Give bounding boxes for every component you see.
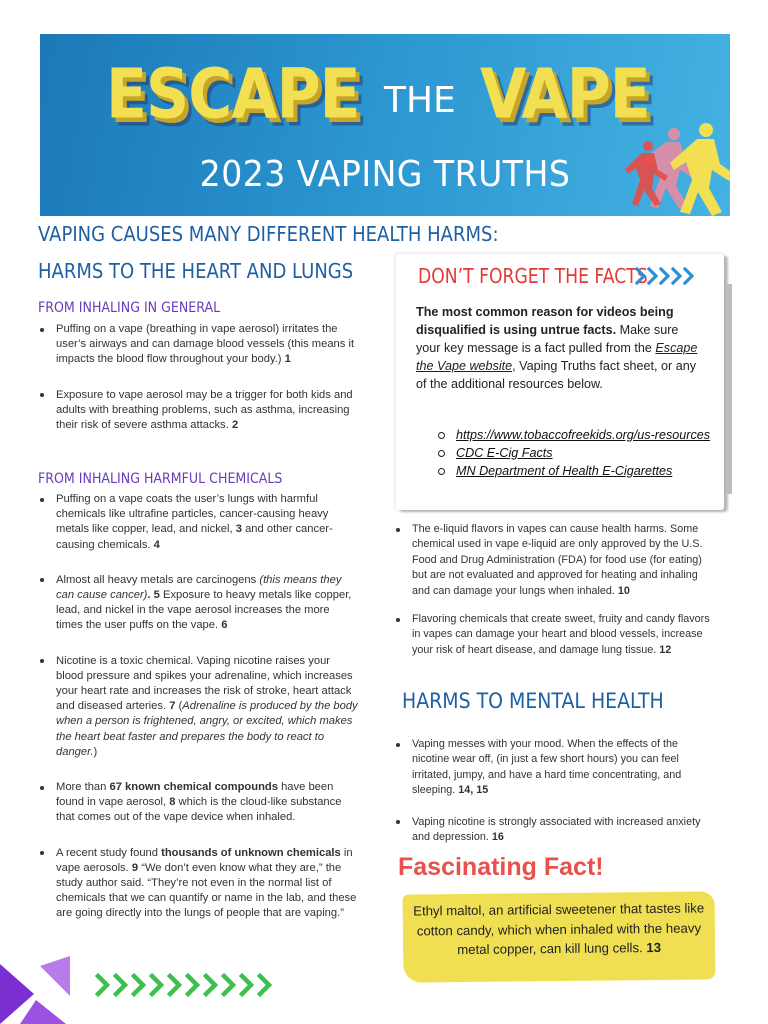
triangle-shape-icon — [0, 956, 70, 1024]
tobaccofreekids-link[interactable]: https://www.tobaccofreekids.org/us-resources — [456, 428, 711, 442]
subhead-harmful-chemicals: FROM INHALING HARMFUL CHEMICALS — [38, 471, 283, 487]
chevron-right-icon — [94, 972, 284, 998]
title-word-escape: ESCAPE — [106, 54, 360, 135]
fascinating-fact-text: Ethyl maltol, an artificial sweetener that tastes like cotton candy, which when inhaled with the heavy metal copper, can kill lung cells. 13 — [413, 900, 705, 958]
facts-title: DON’T FORGET THE FACTS — [418, 264, 648, 288]
list-item: More than 67 known chemical compounds have been found in vape aerosol, 8 which is the cloud-like substance that comes out of the vape device when inhaled. — [38, 780, 358, 826]
heart-lungs-heading: HARMS TO THE HEART AND LUNGS — [38, 259, 354, 283]
title-word-vape: VAPE — [480, 54, 650, 135]
list-item: Vaping messes with your mood. When the effects of the nicotine wear off, (in just a few short hours) you can feel irritated, jumpy, and have a hard time concentrating, and sleeping. 14, 15 — [394, 737, 718, 799]
escape-the-vape-link[interactable]: Escape the Vape website — [416, 341, 698, 373]
list-item — [438, 426, 710, 444]
header-banner — [40, 34, 730, 216]
list-item: Almost all heavy metals are carcinogens (this means they can cause cancer). 5 Exposure to heavy metals like copper, lead, and nickel in the vape aerosol increases the more times the user puffs on the vape. 6 — [38, 573, 358, 634]
subhead-inhaling-general: FROM INHALING IN GENERAL — [38, 300, 221, 316]
chemical-harms-list — [38, 492, 358, 922]
banner-subtitle: 2023 VAPING TRUTHS — [199, 154, 571, 195]
resource-links — [438, 426, 710, 480]
general-harms-list — [38, 322, 358, 433]
section-title: VAPING CAUSES MANY DIFFERENT HEALTH HARMS: — [38, 222, 499, 246]
facts-body: The most common reason for videos being disqualified is using untrue facts. Make sure your key message is a fact pulled from the Escape the Vape website, Vaping Truths fact sheet, or any of the additional resources below. — [416, 305, 698, 391]
fascinating-fact-title: Fascinating Fact! — [398, 853, 604, 881]
list-item: A recent study found thousands of unknown chemicals in vape aerosols. 9 “We don’t even know what they are,” the study author said. “They’re not even in the normal list of chemicals that we can quantify or name in the lab, and these are going directly into the lungs of people that are vaping.” — [38, 846, 358, 922]
chevron-right-icon — [634, 266, 704, 286]
title-word-the: THE — [384, 80, 456, 121]
list-item: Puffing on a vape (breathing in vape aerosol) irritates the user’s airways and can damage blood vessels (this means it impacts the blood flow throughout your body.) 1 — [38, 322, 358, 368]
cdc-ecig-link[interactable]: CDC E-Cig Facts — [456, 446, 553, 460]
list-item: Puffing on a vape coats the user’s lungs with harmful chemicals like ultrafine particles, cancer-causing heavy metals like copper, lead, and nickel, 3 and other cancer-causing chemicals. 4 — [38, 492, 358, 553]
list-item: Flavoring chemicals that create sweet, fruity and candy flavors in vapes can damage your heart and blood vessels, increase your risk of heart disease, and damage lung tissue. 12 — [394, 612, 718, 658]
fascinating-fact-box — [403, 891, 716, 982]
mn-health-link[interactable]: MN Department of Health E-Cigarettes — [456, 464, 673, 478]
list-item: Nicotine is a toxic chemical. Vaping nicotine raises your blood pressure and spikes your adrenaline, which increases your heart rate and increases the risk of stroke, heart attack and diseased arteries. 7 (Adrenaline is produced by the body when a person is frightened, angry, or excited, which makes the heart beat faster and prepares the body to react to danger.) — [38, 654, 358, 760]
mental-health-heading: HARMS TO MENTAL HEALTH — [402, 689, 664, 713]
list-item — [438, 444, 710, 462]
list-item: The e-liquid flavors in vapes can cause health harms. Some chemical used in vape e-liquid are only approved by the U.S. Food and Drug Administration (FDA) for food use (for eating) but are not evaluated and approved for heating and inhaling and can damage your lungs when inhaled. 10 — [394, 522, 718, 599]
list-item: Exposure to vape aerosol may be a trigger for both kids and adults with breathing problems, such as asthma, increasing their risk of severe asthma attacks. 2 — [38, 388, 358, 434]
flavor-harms-list — [394, 522, 718, 658]
mental-harms-list — [394, 737, 718, 845]
list-item: Vaping nicotine is strongly associated with increased anxiety and depression. 16 — [394, 815, 718, 846]
runner-icon — [614, 116, 730, 216]
facts-callout-box — [396, 254, 724, 510]
list-item — [438, 462, 710, 480]
